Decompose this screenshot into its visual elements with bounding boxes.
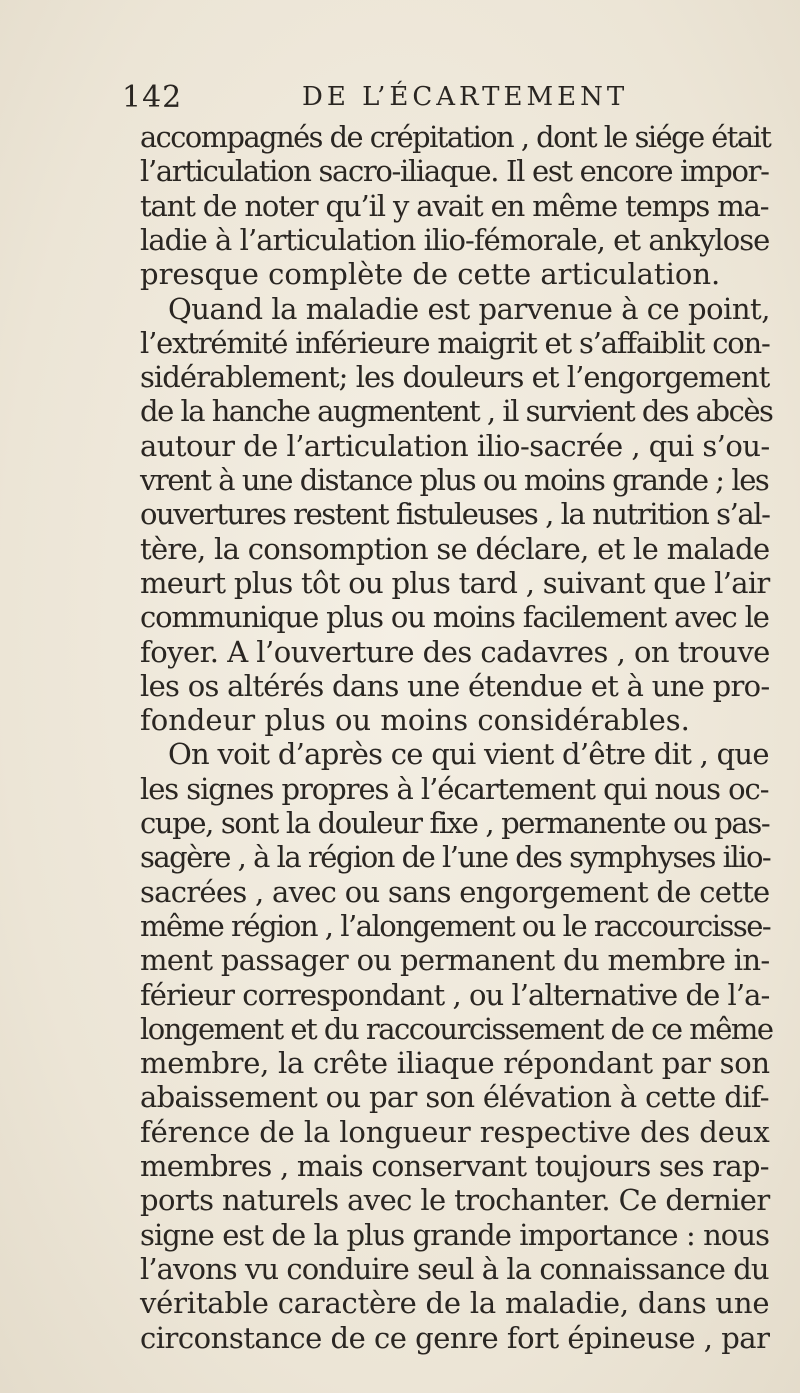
text-line: membres , mais conservant toujours ses rap- — [140, 1149, 769, 1183]
text-line: sidérablement; les douleurs et l’engorgement — [140, 360, 770, 395]
text-line: l’extrémité inférieure maigrit et s’affaiblit con- — [140, 325, 770, 360]
text-line: sagère , à la région de l’une des symphyses ilio- — [140, 840, 771, 875]
text-line: de la hanche augmentent , il survient des abcès — [140, 394, 773, 429]
text-line: foyer. A l’ouverture des cadavres , on trouve — [140, 634, 770, 669]
text-line: férence de la longueur respective des deux — [140, 1114, 770, 1149]
text-line: fondeur plus ou moins considérables. — [140, 703, 690, 738]
text-line: membre, la crête iliaque répondant par son — [140, 1046, 770, 1081]
text-line: ports naturels avec le trochanter. Ce dernier — [140, 1183, 770, 1218]
text-line: longement et du raccourcissement de ce même — [140, 1011, 773, 1046]
text-line: ment passager ou permanent du membre in- — [140, 943, 770, 978]
text-line: véritable caractère de la maladie, dans une — [140, 1286, 770, 1321]
text-line: vrent à une distance plus ou moins grande ; les — [140, 463, 769, 497]
text-line: ouvertures restent fistuleuses , la nutrition s’al- — [140, 497, 770, 532]
text-line: circonstance de ce genre fort épineuse , par — [140, 1320, 770, 1355]
text-line: férieur correspondant , ou l’alternative de l’a- — [140, 977, 770, 1012]
page-number: 142 — [122, 80, 183, 115]
running-head: DE L’ÉCARTEMENT — [302, 82, 629, 112]
text-line: cupe, sont la douleur fixe , permanente ou pas- — [140, 806, 770, 840]
text-line: meurt plus tôt ou plus tard , suivant que l’air — [140, 565, 770, 600]
text-line: tant de noter qu’il y avait en même temps ma- — [140, 188, 769, 223]
text-line: l’avons vu conduire seul à la connaissance du — [140, 1251, 769, 1286]
text-line: tère, la consomption se déclare, et le malade — [140, 531, 770, 566]
text-line: ladie à l’articulation ilio-fémorale, et ankylose — [140, 222, 770, 257]
text-line: même région , l’alongement ou le raccourcisse- — [140, 908, 771, 943]
text-line: accompagnés de crépitation , dont le siége était — [140, 120, 771, 154]
text-line: les signes propres à l’écartement qui nous oc- — [140, 771, 769, 806]
text-line: abaissement ou par son élévation à cette dif- — [140, 1080, 769, 1115]
text-line: les os altérés dans une étendue et à une pro- — [140, 668, 770, 703]
text-line: signe est de la plus grande importance : nous — [140, 1217, 770, 1252]
text-line: l’articulation sacro-iliaque. Il est encore impor- — [140, 154, 769, 189]
text-line: presque complète de cette articulation. — [140, 257, 721, 292]
text-line: On voit d’après ce qui vient d’être dit , que — [168, 737, 769, 772]
text-line: Quand la maladie est parvenue à ce point, — [168, 291, 770, 326]
page-header — [122, 80, 742, 120]
text-line: communique plus ou moins facilement avec le — [140, 600, 769, 635]
text-line: sacrées , avec ou sans engorgement de cette — [140, 874, 770, 909]
text-line: autour de l’articulation ilio-sacrée , qui s’ou- — [140, 428, 770, 463]
